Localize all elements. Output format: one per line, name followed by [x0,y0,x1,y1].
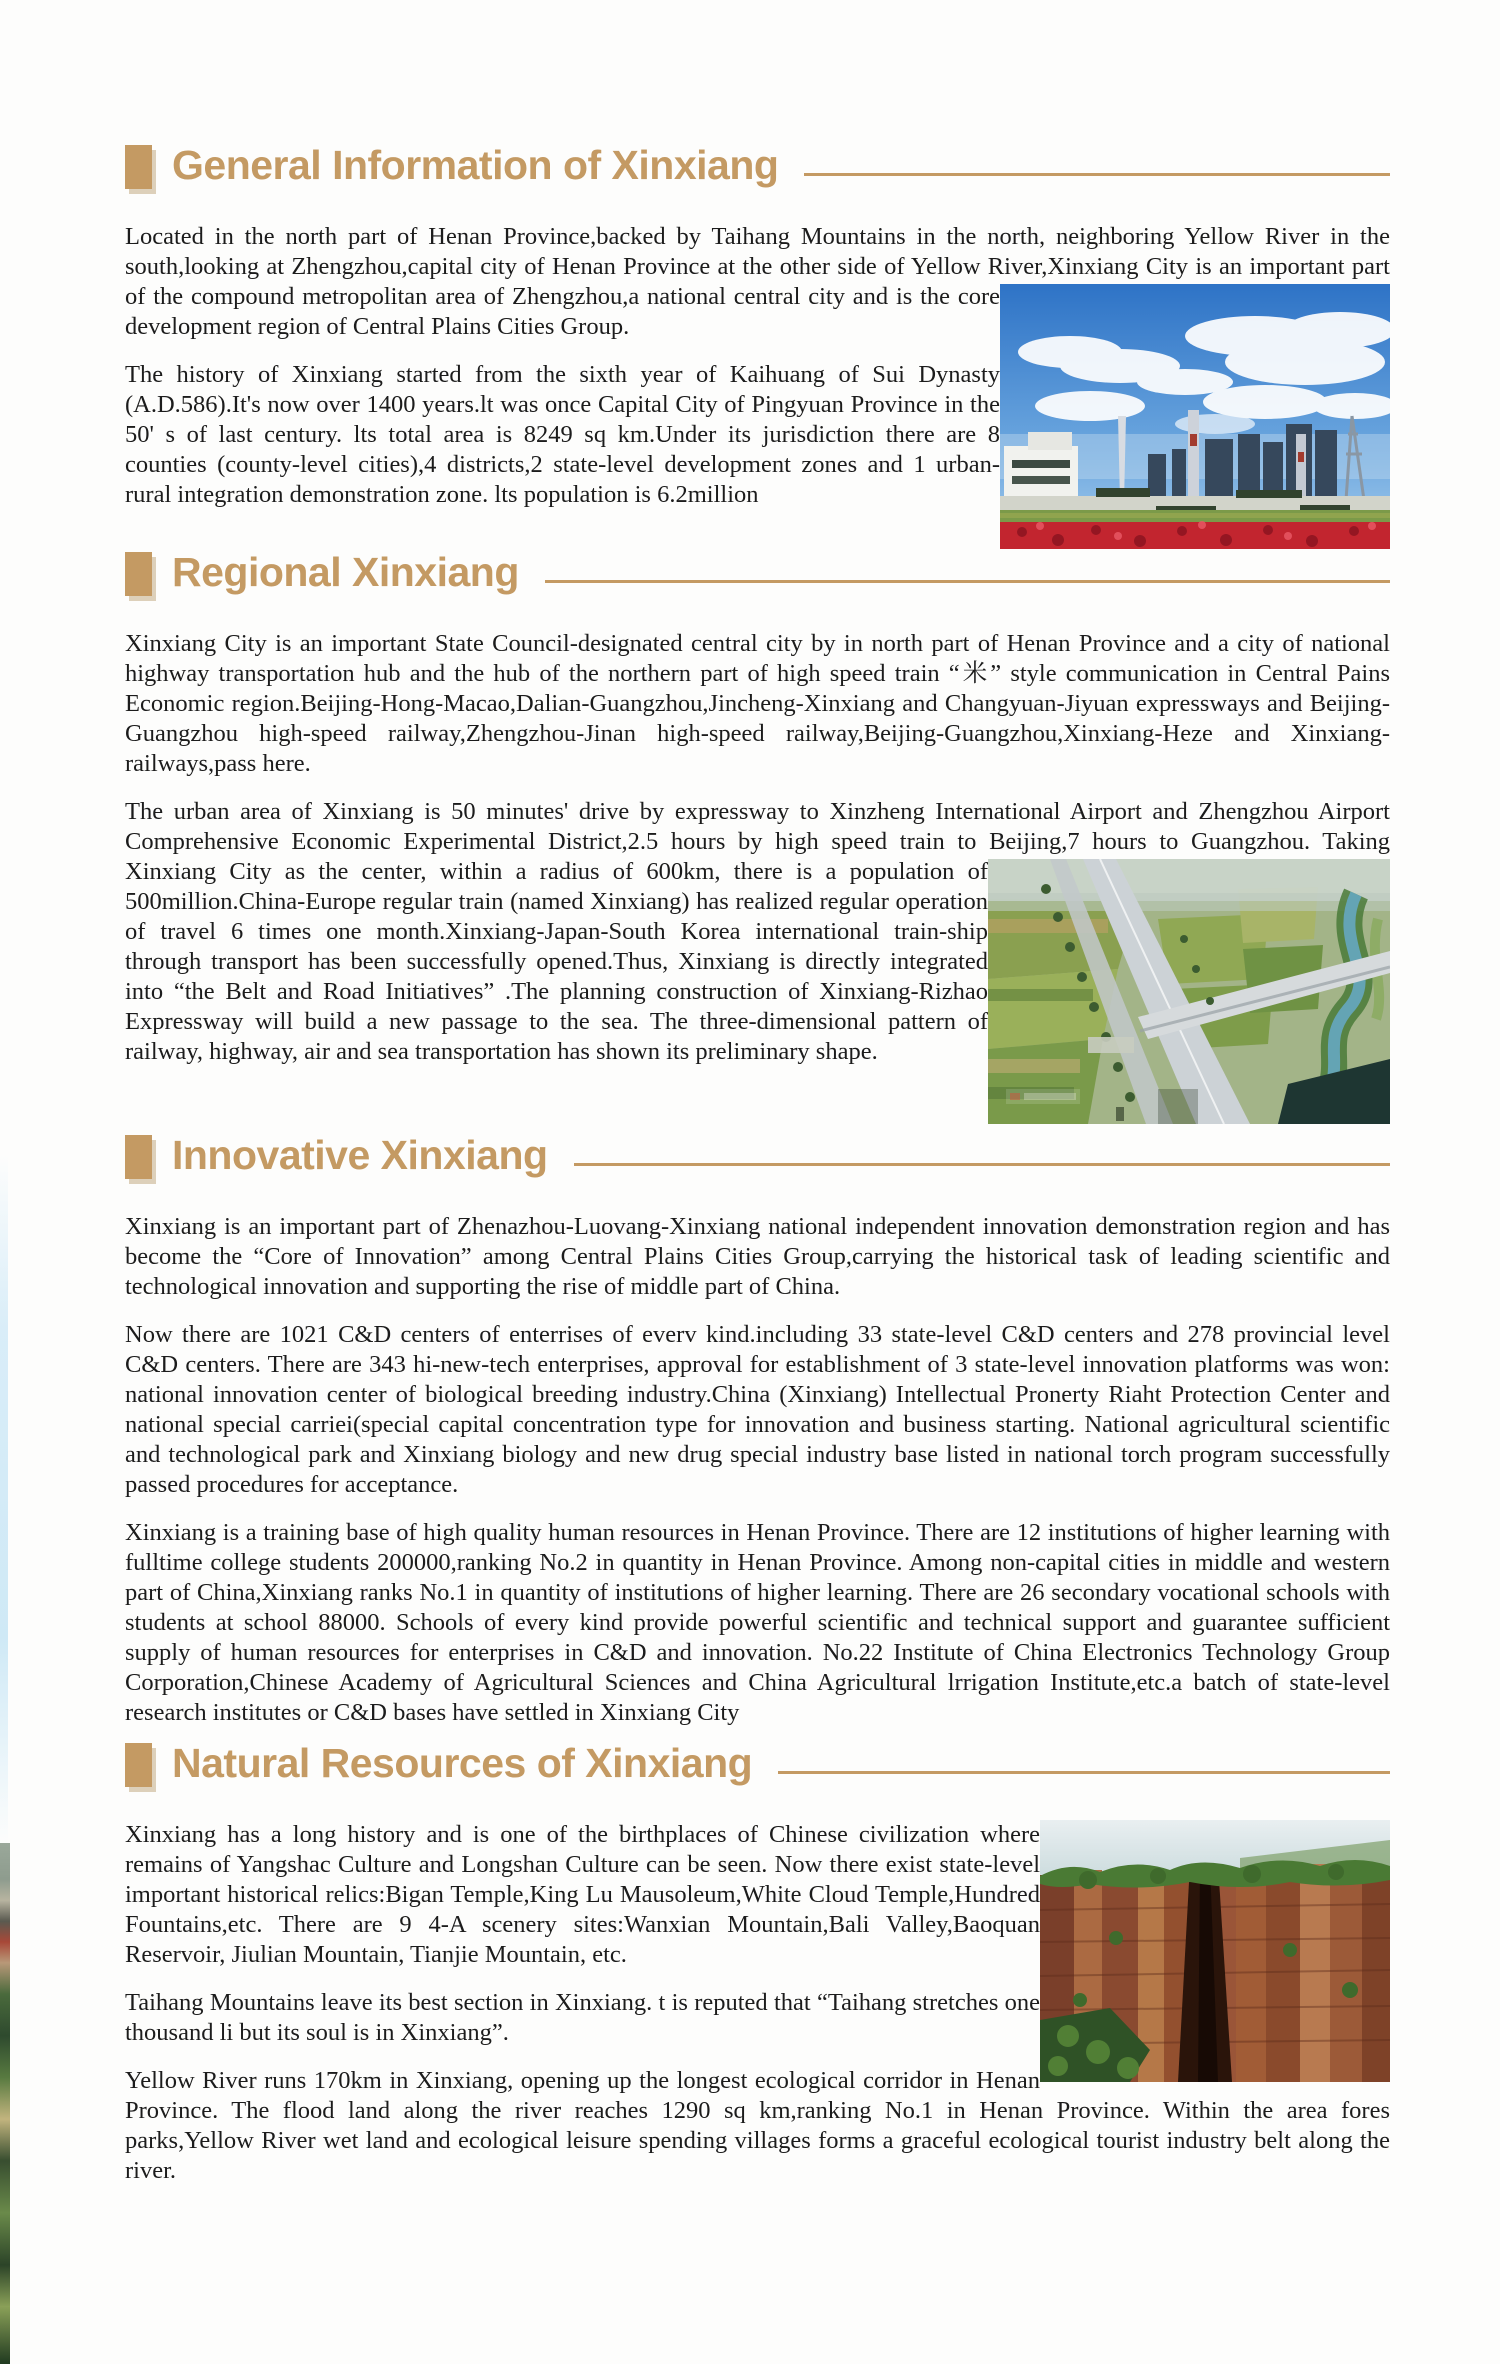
section-title-innovative: Innovative Xinxiang [172,1132,548,1178]
paragraph: Xinxiang is a training base of high quality human resources in Henan Province. There are 12 institutions of higher learning with fulltime college students 200000,ranking No.2 in quantity in Henan Province. Among non-capital cities in middle and western part of China,Xinxiang ranks No.1 in quantity of institutions of higher learning. There are 26 secondary vocational schools with students at school 88000. Schools of every kind provide powerful scientific and technical support and guarantee sufficient supply of human resources for enterprises in C&D and innovation. No.22 Institute of China Electronics Technology Group Corporation,Chinese Academy of Agricultural Sciences and China Agricultural lrrigation Institute,etc.a batch of state-level research institutes or C&D bases have settled in Xinxiang City [125,1519,1390,1726]
page-edge-photo-sliver [0,1843,10,2364]
section-body-innovative [125,1212,1390,1728]
section-rule [778,1771,1390,1774]
section-body-regional-b [125,797,1390,1124]
section-bullet-icon [125,1135,152,1179]
section-title-natural: Natural Resources of Xinxiang [172,1740,753,1786]
section-title-general: General Information of Xinxiang [172,142,779,188]
section-rule [545,580,1390,583]
paragraph: Taihang Mountains leave its best section in Xinxiang. t is reputed that “Taihang stretches one thousand li but its soul is in Xinxiang”. [125,1989,1040,2046]
paragraph: Yellow River runs 170km in Xinxiang, opening up the longest ecological corridor in Henan Province. The flood land along the river reaches 1290 sq km,ranking No.1 in Henan Province. Within the area fores parks,Yellow River wet land and ecological leisure spending villages forms a graceful ecological tourist industry belt along the river. [125,2067,1390,2184]
page-edge-sky-sliver [0,1155,8,1845]
paragraph: The urban area of Xinxiang is 50 minutes' drive by expressway to Xinzheng International Airport and Zhengzhou Airport Comprehensive Economic Experimental District,2.5 hours by high speed train to Beijing,7 hours to Guangzhou. Taking Xinxiang City as the center, within a radius of 600km, there is a population of 500million.China-Europe regular train (named Xinxiang) has realized regular operation of travel 6 times one month.Xinxiang-Japan-South Korea international train-ship through transport has been successfully opened.Thus, Xinxiang is directly integrated into “the Belt and Road Initiatives” .The planning construction of Xinxiang-Rizhao Expressway will build a new passage to the sea. The three-dimensional pattern of railway, highway, air and sea transportation has shown its preliminary shape. [125,798,1390,1065]
section-header-regional [125,549,1390,599]
section-title-regional: Regional Xinxiang [172,549,519,595]
paragraph: Located in the north part of Henan Province,backed by Taihang Mountains in the north, neighboring Yellow River in the south,looking at Zhengzhou,capital city of Henan Province at the other side of Yellow River,Xinxiang City is an important part of the compound metropolitan area of Zhengzhou,a national central city and is the core development region of Central Plains Cities Group. [125,223,1390,340]
expressway-aerial-photo [988,859,1390,1124]
city-plaza-photo [1000,284,1390,549]
paragraph: Xinxiang has a long history and is one of the birthplaces of Chinese civilization where remains of Yangshac Culture and Longshan Culture can be seen. Now there exist state-level important historical relics:Bigan Temple,King Lu Mausoleum,White Cloud Temple,Hundred Fountains,etc. There are 9 4-A scenery sites:Wanxian Mountain,Bali Valley,Baoquan Reservoir, Jiulian Mountain, Tianjie Mountain, etc. [125,1821,1040,1968]
section-header-general [125,142,1390,192]
section-bullet-icon [125,145,152,189]
section-header-innovative [125,1132,1390,1182]
paragraph: Now there are 1021 C&D centers of enterrises of everv kind.including 33 state-level C&D centers and 278 provincial level C&D centers. There are 343 hi-new-tech enterprises, approval for establishment of 3 state-level innovation platforms was won: national innovation center of biological breeding industry.China (Xinxiang) Intellectual Pronerty Riaht Protection Center and national special carriei(special capital concentration type for innovation and business starting. National agricultural scientific and technological park and Xinxiang biology and new drug special industry base listed in national torch program successfully passed procedures for acceptance. [125,1321,1390,1498]
paragraph: Xinxiang City is an important State Council-designated central city by in north part of Henan Province and a city of national highway transportation hub and the hub of the northern part of high speed train “米” style communication in Central Pains Economic region.Beijing-Hong-Macao,Dalian-Guangzhou,Jincheng-Xinxiang and Changyuan-Jiyuan expressways and Beijing-Guangzhou high-speed railway,Zhengzhou-Jinan high-speed railway,Beijing-Guangzhou,Xinxiang-Heze and Xinxiang-railways,pass here. [125,630,1390,777]
section-body-general [125,222,1390,549]
page-content [125,0,1390,2186]
section-body-regional-a [125,629,1390,779]
paragraph: The history of Xinxiang started from the sixth year of Kaihuang of Sui Dynasty (A.D.586).It's now over 1400 years.lt was once Capital City of Pingyuan Province in the 50' s of last century. lts total area is 8249 sq km.Under its jurisdiction there are 8 counties (county-level cities),4 districts,2 state-level development zones and 1 urban-rural integration demonstration zone. lts population is 6.2million [125,361,1000,508]
section-header-natural [125,1740,1390,1790]
taihang-cliff-photo [1040,1820,1390,2082]
section-bullet-icon [125,1743,152,1787]
section-rule [574,1163,1390,1166]
section-bullet-icon [125,552,152,596]
section-rule [804,173,1390,176]
paragraph: Xinxiang is an important part of Zhenazhou-Luovang-Xinxiang national independent innovation demonstration region and has become the “Core of Innovation” among Central Plains Cities Group,carrying the historical task of leading scientific and technological innovation and supporting the rise of middle part of China. [125,1213,1390,1300]
section-body-natural [125,1820,1390,2186]
